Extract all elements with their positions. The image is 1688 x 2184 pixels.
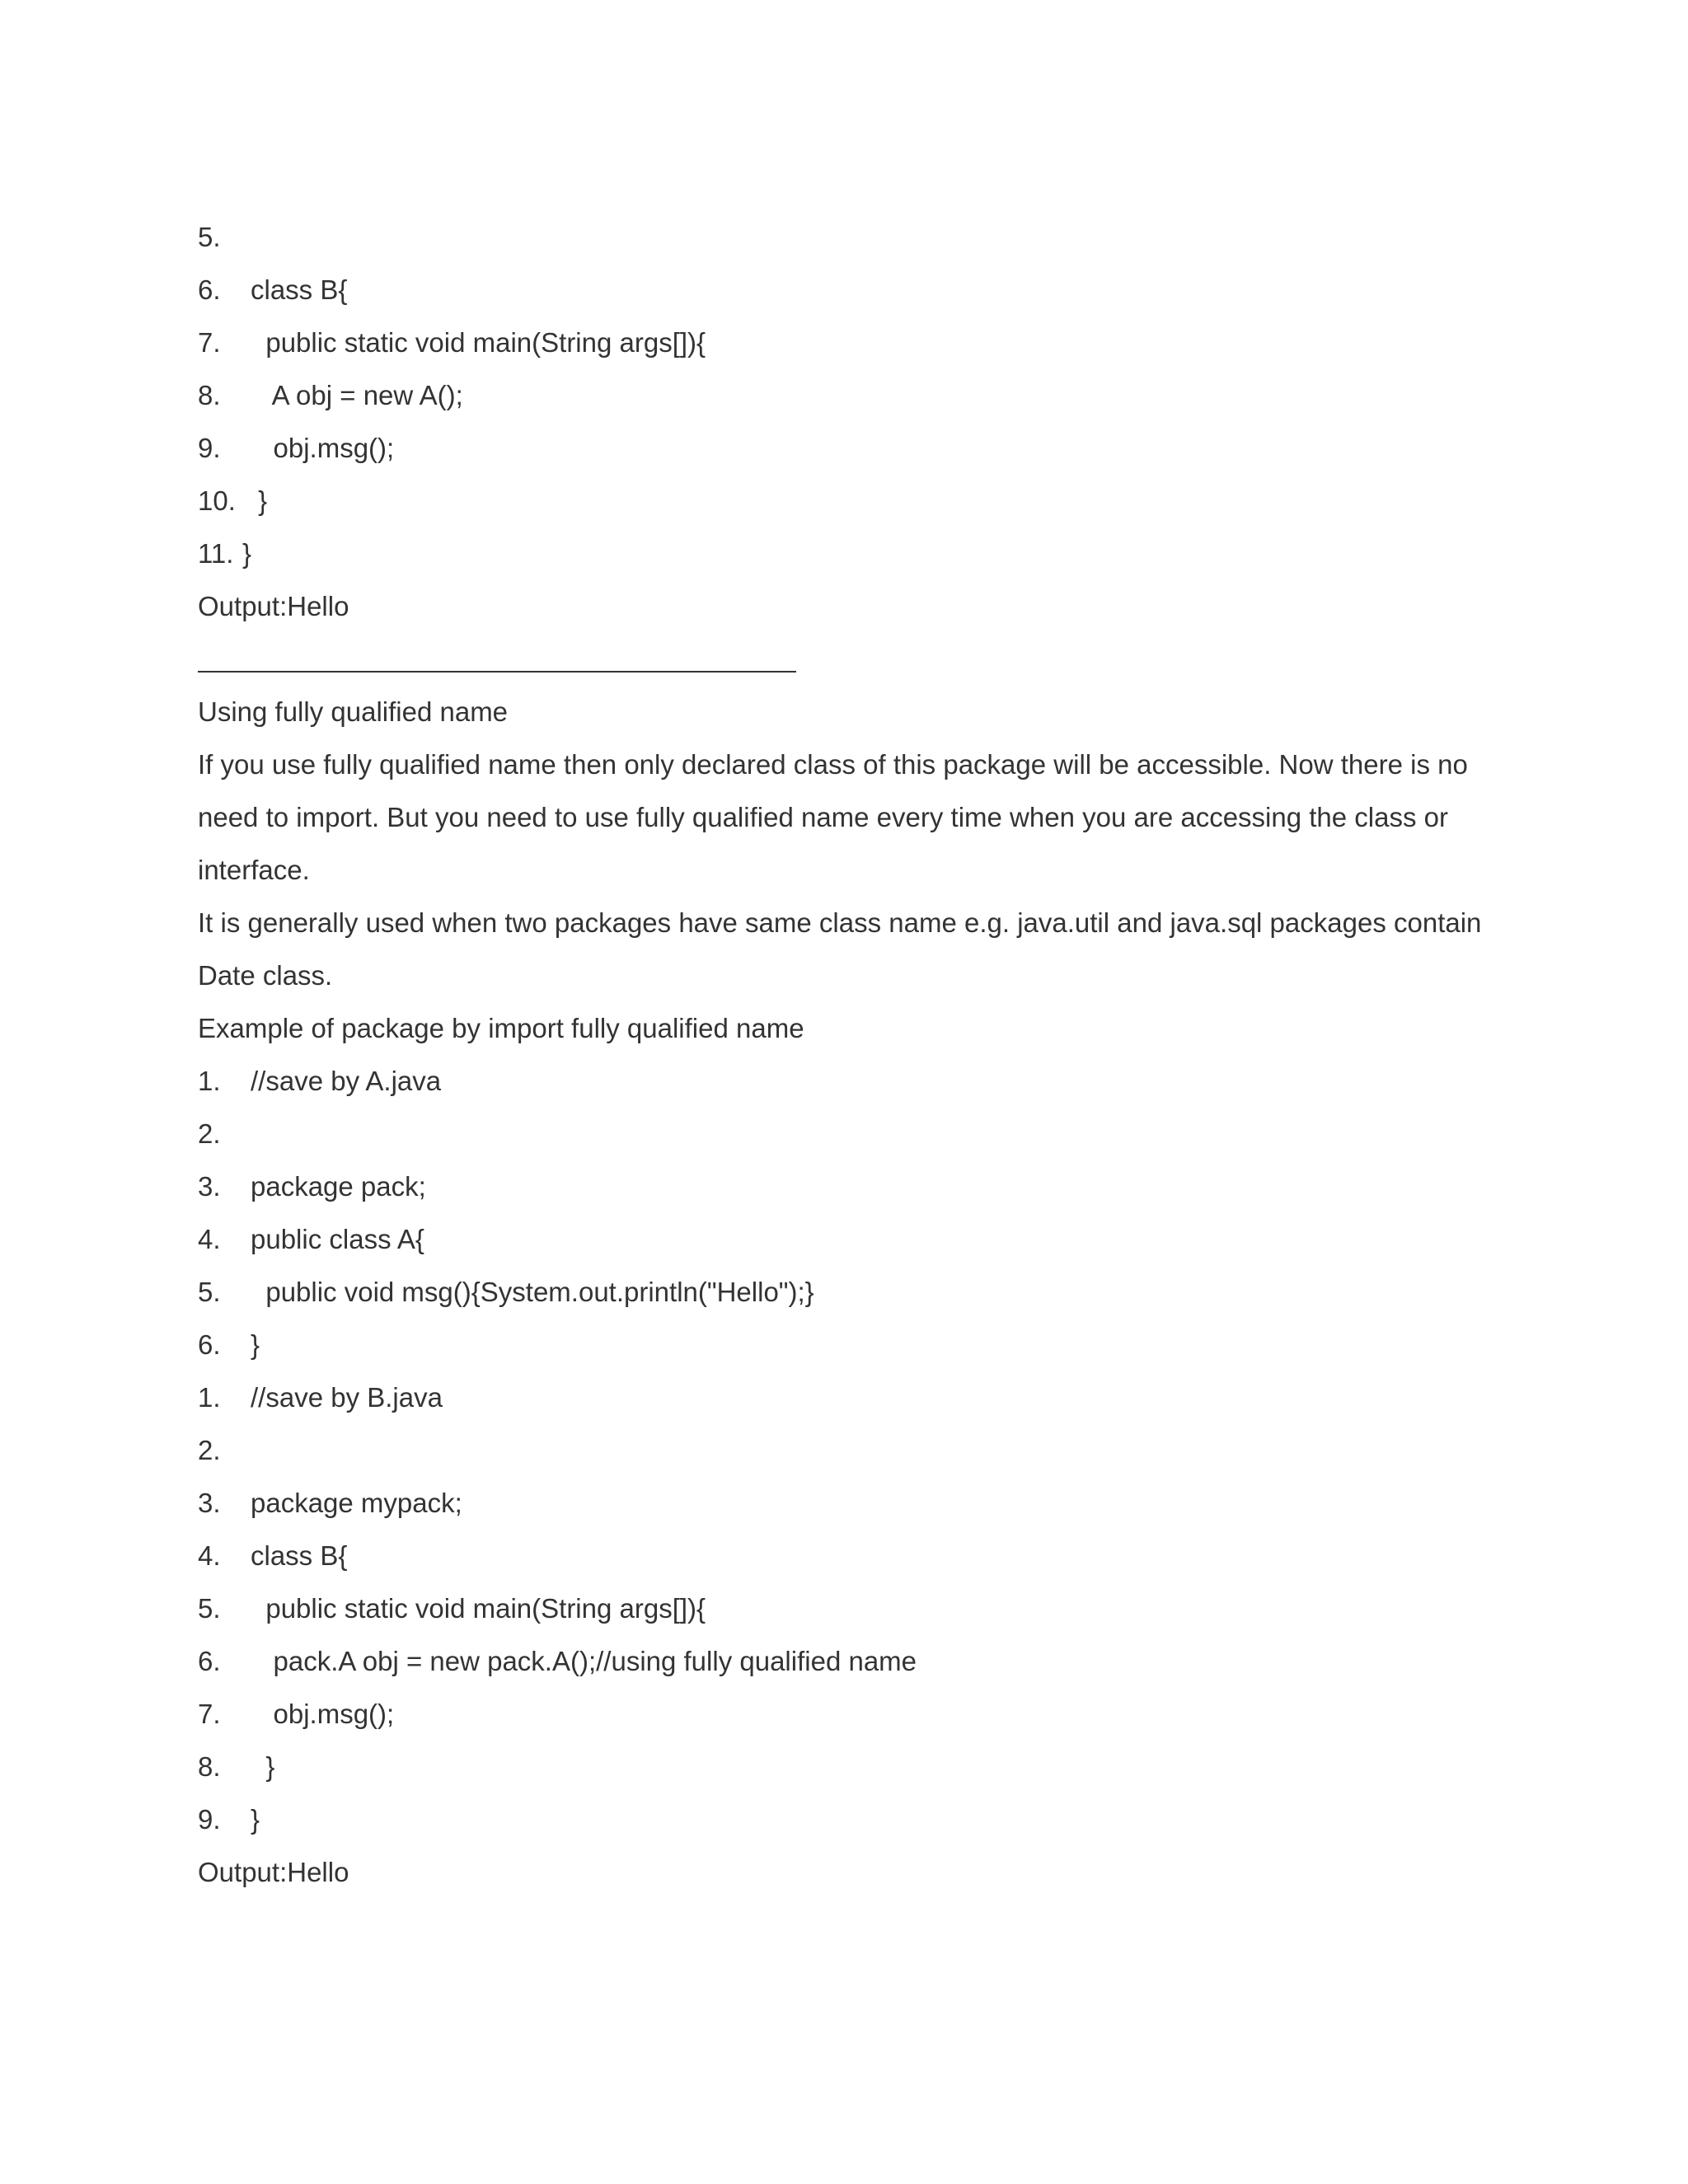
code-line [198, 211, 1500, 264]
code-text: } [251, 1804, 260, 1835]
line-number: 5. [198, 222, 221, 252]
code-block-class-b-continued [198, 211, 1500, 580]
line-number: 6. [198, 1646, 221, 1676]
line-number: 5. [198, 1593, 221, 1624]
line-number: 1. [198, 1066, 221, 1096]
code-line [198, 1688, 1500, 1741]
code-text: } [251, 1751, 275, 1782]
line-number: 9. [198, 433, 221, 463]
code-line [198, 1582, 1500, 1635]
code-text: //save by B.java [251, 1382, 443, 1413]
code-line [198, 1635, 1500, 1688]
paragraph-usage: It is generally used when two packages have same class name e.g. java.util and java.sql packages contain Date class. [198, 907, 1482, 991]
page-content [198, 211, 1500, 1899]
code-line [198, 1530, 1500, 1582]
code-line [198, 1319, 1500, 1371]
line-number: 2. [198, 1118, 221, 1149]
code-text: pack.A obj = new pack.A();//using fully qualified name [251, 1646, 917, 1676]
code-block-a-java [198, 1055, 1500, 1371]
code-text: public void msg(){System.out.println("Hello");} [251, 1277, 814, 1307]
example-heading: Example of package by import fully qualified name [198, 1013, 804, 1043]
line-number: 6. [198, 1329, 221, 1360]
code-line [198, 1055, 1500, 1108]
code-text: class B{ [251, 1540, 348, 1571]
code-text: //save by A.java [251, 1066, 442, 1096]
line-number: 6. [198, 274, 221, 305]
code-line [198, 264, 1500, 316]
code-text: class B{ [251, 274, 348, 305]
line-number: 5. [198, 1277, 221, 1307]
line-number: 8. [198, 1751, 221, 1782]
code-line [198, 1424, 1500, 1477]
section-heading: Using fully qualified name [198, 696, 509, 727]
horizontal-rule [198, 633, 1500, 686]
output-text: Output:Hello [198, 591, 349, 621]
code-line [198, 1160, 1500, 1213]
code-line [198, 1741, 1500, 1793]
code-text: obj.msg(); [251, 1699, 395, 1729]
code-line [198, 527, 1500, 580]
line-number: 7. [198, 1699, 221, 1729]
code-text: package mypack; [251, 1488, 462, 1518]
code-text: package pack; [251, 1171, 426, 1202]
code-text: A obj = new A(); [251, 380, 463, 410]
code-line [198, 475, 1500, 527]
code-line [198, 1108, 1500, 1160]
code-line [198, 316, 1500, 369]
line-number: 7. [198, 327, 221, 358]
line-number: 2. [198, 1435, 221, 1465]
code-line [198, 1266, 1500, 1319]
line-number: 8. [198, 380, 221, 410]
paragraph-fully-qualified: If you use fully qualified name then only declared class of this package will be accessible. Now there is no need to import. But you need to use fully qualified name every time when you are accessing the class or interface. [198, 749, 1468, 885]
code-text: } [251, 1329, 260, 1360]
rule-bar [198, 671, 796, 673]
code-text: public static void main(String args[]){ [251, 327, 706, 358]
output-text: Output:Hello [198, 1857, 349, 1887]
code-line [198, 1793, 1500, 1846]
code-text: public static void main(String args[]){ [251, 1593, 706, 1624]
line-number: 3. [198, 1171, 221, 1202]
code-block-b-java [198, 1371, 1500, 1846]
line-number: 11. [198, 538, 234, 569]
line-number: 4. [198, 1540, 221, 1571]
code-line [198, 1371, 1500, 1424]
code-text: obj.msg(); [251, 433, 395, 463]
code-line [198, 1477, 1500, 1530]
code-text: } [242, 538, 252, 569]
line-number: 9. [198, 1804, 221, 1835]
code-line [198, 422, 1500, 475]
line-number: 4. [198, 1224, 221, 1254]
code-line [198, 369, 1500, 422]
line-number: 3. [198, 1488, 221, 1518]
code-text: } [251, 485, 268, 516]
code-text: public class A{ [251, 1224, 424, 1254]
code-line [198, 1213, 1500, 1266]
line-number: 1. [198, 1382, 221, 1413]
line-number: 10. [198, 485, 236, 516]
